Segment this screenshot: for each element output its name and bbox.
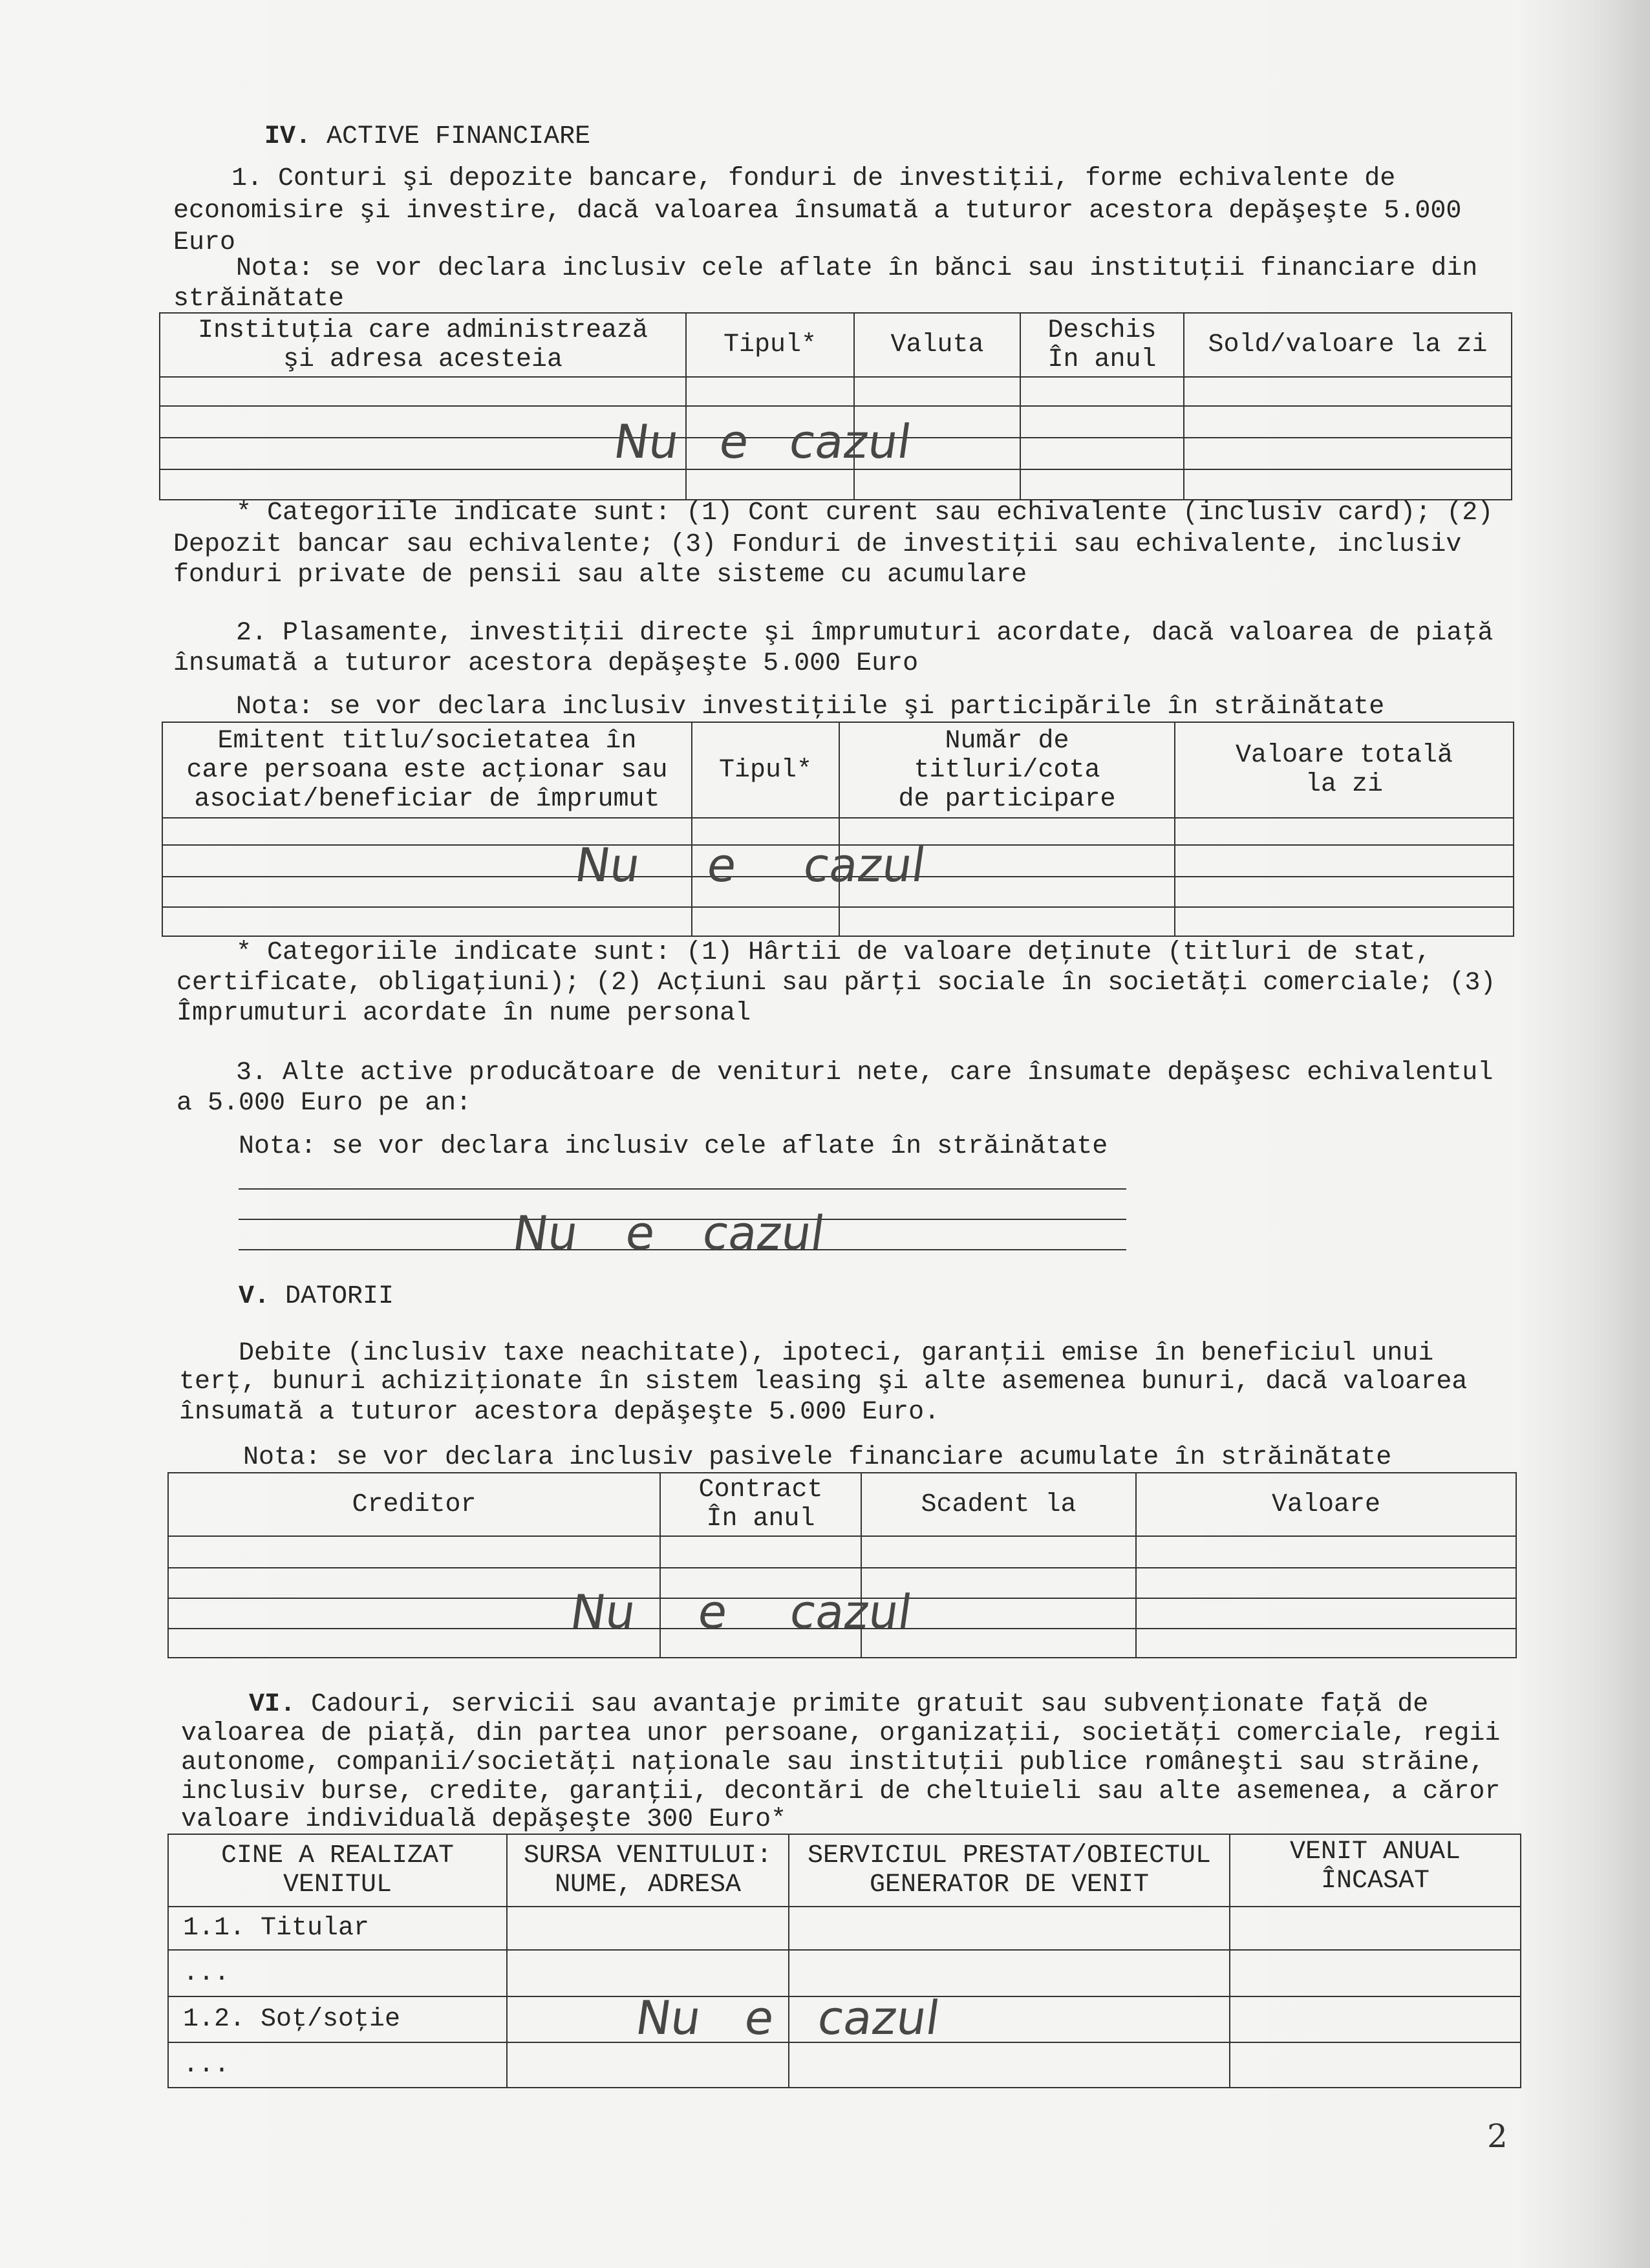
item2-footnote-line: certificate, obligaţiuni); (2) Acţiuni sau părţi sociale în societăţi comerciale; (3) [177, 968, 1496, 998]
header-line: SURSA VENITULUI: [523, 1841, 773, 1870]
header-line: Contract [698, 1475, 823, 1504]
handwritten-note: Nu e cazul [632, 1991, 943, 2045]
table-cell [686, 377, 854, 406]
handwritten-note: Nu e cazul [567, 1585, 916, 1639]
table-cell [789, 2042, 1230, 2088]
table-cell [1020, 377, 1184, 406]
table-cell [162, 907, 692, 936]
item1-footnote-line: fonduri private de pensii sau alte sisteme cu acumulare [173, 561, 1027, 590]
table-cell [861, 1536, 1136, 1568]
gifts-text-line: inclusiv burse, credite, garanţii, decontări de cheltuieli sau alte asemenea, a căror [181, 1777, 1501, 1806]
section-iv-title: ACTIVE FINANCIARE [327, 122, 591, 151]
section-v-heading [239, 1282, 394, 1312]
header-line: de participare [898, 784, 1116, 814]
table-header-row [162, 722, 1514, 818]
header-value [1136, 1473, 1516, 1536]
table-cell [1184, 469, 1512, 500]
item2-footnote-line: Împrumuturi acordate în nume personal [177, 999, 751, 1028]
table-cell [1230, 2042, 1521, 2088]
header-balance [1184, 313, 1512, 377]
section-iv-heading [264, 122, 590, 152]
row-label: ... [168, 2042, 507, 2088]
table-row [168, 1907, 1521, 1950]
item2-note: Nota: se vor declara inclusiv investiţiile şi participările în străinătate [236, 692, 1385, 722]
section-vi-heading [249, 1690, 1428, 1720]
table-cell [1020, 469, 1184, 500]
section-vi-lead: Cadouri, servicii sau avantaje primite gratuit sau subvenţionate faţă de [311, 1690, 1429, 1719]
table-cell [692, 907, 839, 936]
table-header-row [168, 1834, 1521, 1907]
header-type [686, 313, 854, 377]
table-cell [1175, 818, 1514, 845]
header-line: la zi [1305, 770, 1384, 799]
table-cell [160, 377, 686, 406]
table-cell [1175, 877, 1514, 907]
header-issuer [162, 722, 692, 818]
section-vi-numeral: VI. [249, 1690, 296, 1719]
header-creditor [168, 1473, 660, 1536]
header-line: SERVICIUL PRESTAT/OBIECTUL [807, 1841, 1212, 1870]
header-income-source [507, 1834, 789, 1907]
header-line: asociat/beneficiar de împrumut [194, 784, 660, 814]
header-line: Tipul* [723, 330, 817, 359]
header-type [692, 722, 839, 818]
table-cell [1184, 377, 1512, 406]
table-cell [160, 438, 686, 469]
blank-answer-line [239, 1188, 1126, 1190]
table-row [162, 907, 1514, 936]
gifts-text-line: autonome, companii/societăţi naţionale sau instituţii publice româneşti sau străine, [181, 1748, 1485, 1777]
bank-accounts-table [159, 312, 1512, 500]
header-line: Număr de [945, 726, 1069, 756]
item2-footnote-line: * Categoriile indicate sunt: (1) Hârtii de valoare deţinute (titluri de stat, [236, 938, 1431, 967]
debts-note: Nota: se vor declara inclusiv pasivele financiare acumulate în străinătate [243, 1443, 1392, 1472]
table-cell [507, 1950, 789, 1996]
table-cell [1184, 438, 1512, 469]
header-line: NUME, ADRESA [554, 1870, 742, 1899]
item2-text-line: 2. Plasamente, investiţii directe şi împrumuturi acordate, dacă valoarea de piaţă [236, 619, 1494, 648]
header-share-count [839, 722, 1175, 818]
header-institution [160, 313, 686, 377]
table-cell [1136, 1536, 1516, 1568]
item2-text-line: însumată a tuturor acestora depăşeşte 5.000 Euro [173, 649, 919, 678]
debts-text-line: terţ, bunuri achiziţionate în sistem leasing şi alte asemenea bunuri, dacă valoarea [179, 1367, 1468, 1396]
table-row [168, 1536, 1516, 1568]
header-line: care persoana este acţionar sau [186, 755, 668, 785]
item1-footnote-line: Depozit bancar sau echivalente; (3) Fonduri de investiţii sau echivalente, inclusiv [173, 530, 1462, 559]
section-iv-numeral: IV. [264, 122, 312, 151]
header-line: VENITUL [283, 1870, 392, 1899]
table-cell [1020, 438, 1184, 469]
item3-text-line: 3. Alte active producătoare de venituri nete, care însumate depăşesc echivalentul [236, 1058, 1494, 1087]
item3-text-line: a 5.000 Euro pe an: [177, 1089, 472, 1118]
header-line: titluri/cota [914, 755, 1100, 785]
header-line: Sold/valoare la zi [1208, 330, 1488, 359]
header-contract-year [660, 1473, 861, 1536]
header-line: Scadent la [921, 1490, 1077, 1519]
item3-note: Nota: se vor declara inclusiv cele aflate în străinătate [239, 1132, 1108, 1161]
table-cell [1020, 406, 1184, 438]
header-line: GENERATOR DE VENIT [869, 1870, 1150, 1899]
header-line: Emitent titlu/societatea în [217, 726, 637, 756]
header-currency [854, 313, 1020, 377]
table-header-row [160, 313, 1512, 377]
header-annual-income [1230, 1834, 1521, 1907]
item1-text-line: economisire şi investire, dacă valoarea însumată a tuturor acestora depăşeşte 5.000 [173, 197, 1462, 226]
header-line: În anul [1047, 345, 1157, 374]
debts-text-line: Debite (inclusiv taxe neachitate), ipoteci, garanţii emise în beneficiul unui [239, 1339, 1434, 1368]
header-line: Tipul* [718, 755, 813, 785]
header-line: În anul [706, 1504, 815, 1534]
table-cell [507, 1907, 789, 1950]
row-label: 1.2. Soţ/soţie [168, 1996, 507, 2042]
gifts-text-line: valoarea de piaţă, din partea unor persoane, organizaţii, societăţi comerciale, regii [181, 1719, 1501, 1748]
table-header-row [168, 1473, 1516, 1536]
gifts-table [167, 1834, 1521, 2088]
item1-note-line: Nota: se vor declara inclusiv cele aflate în bănci sau instituţii financiare din [236, 254, 1478, 283]
table-cell [1136, 1598, 1516, 1629]
gifts-text-line: valoare individuală depăşeşte 300 Euro* [181, 1805, 787, 1834]
table-cell [1175, 907, 1514, 936]
table-cell [168, 1536, 660, 1568]
table-cell [160, 406, 686, 438]
section-v-numeral: V. [239, 1282, 270, 1311]
header-line: Valoare [1271, 1490, 1381, 1519]
header-due-date [861, 1473, 1136, 1536]
table-cell [789, 1907, 1230, 1950]
table-cell [507, 2042, 789, 2088]
header-line: şi adresa acesteia [283, 345, 563, 374]
table-cell [854, 469, 1020, 500]
item1-note-line: străinătate [173, 284, 345, 314]
section-v-title: DATORII [285, 1282, 394, 1311]
header-opened-year [1020, 313, 1184, 377]
table-cell [660, 1536, 861, 1568]
table-cell [839, 907, 1175, 936]
table-cell [854, 377, 1020, 406]
table-row [160, 377, 1512, 406]
header-line: VENIT ANUAL [1289, 1837, 1461, 1867]
header-line: Deschis [1047, 316, 1157, 345]
header-who-earned [168, 1834, 507, 1907]
item1-text-line: 1. Conturi şi depozite bancare, fonduri de investiţii, forme echivalente de [231, 164, 1396, 193]
handwritten-note: Nu e cazul [572, 838, 929, 892]
debts-text-line: însumată a tuturor acestora depăşeşte 5.000 Euro. [179, 1398, 940, 1427]
table-cell [1136, 1568, 1516, 1598]
investments-table [162, 722, 1514, 937]
table-row [160, 469, 1512, 500]
header-line: Valoare totală [1235, 741, 1453, 770]
table-cell [1230, 1996, 1521, 2042]
page-number: 2 [1487, 2117, 1508, 2155]
item1-text-line: Euro [173, 228, 236, 257]
table-cell [1230, 1907, 1521, 1950]
row-label: 1.1. Titular [168, 1907, 507, 1950]
table-row [168, 1950, 1521, 1996]
table-cell [1230, 1950, 1521, 1996]
header-line: Instituţia care administrează [197, 316, 648, 345]
table-cell [1184, 406, 1512, 438]
header-line: ÎNCASAT [1320, 1867, 1430, 1896]
header-line: Creditor [352, 1490, 477, 1519]
header-line: CINE A REALIZAT [220, 1841, 455, 1870]
table-cell [160, 469, 686, 500]
item1-footnote-line: * Categoriile indicate sunt: (1) Cont curent sau echivalente (inclusiv card); (2) [236, 498, 1494, 528]
table-cell [686, 469, 854, 500]
table-cell [1175, 845, 1514, 877]
table-cell [789, 1950, 1230, 1996]
handwritten-note: Nu e cazul [610, 414, 915, 469]
handwritten-note: Nu e cazul [509, 1206, 828, 1260]
header-service-provided [789, 1834, 1230, 1907]
table-cell [1136, 1629, 1516, 1658]
header-total-value [1175, 722, 1514, 818]
table-row [168, 2042, 1521, 2088]
row-label: ... [168, 1950, 507, 1996]
header-line: Valuta [890, 330, 984, 359]
